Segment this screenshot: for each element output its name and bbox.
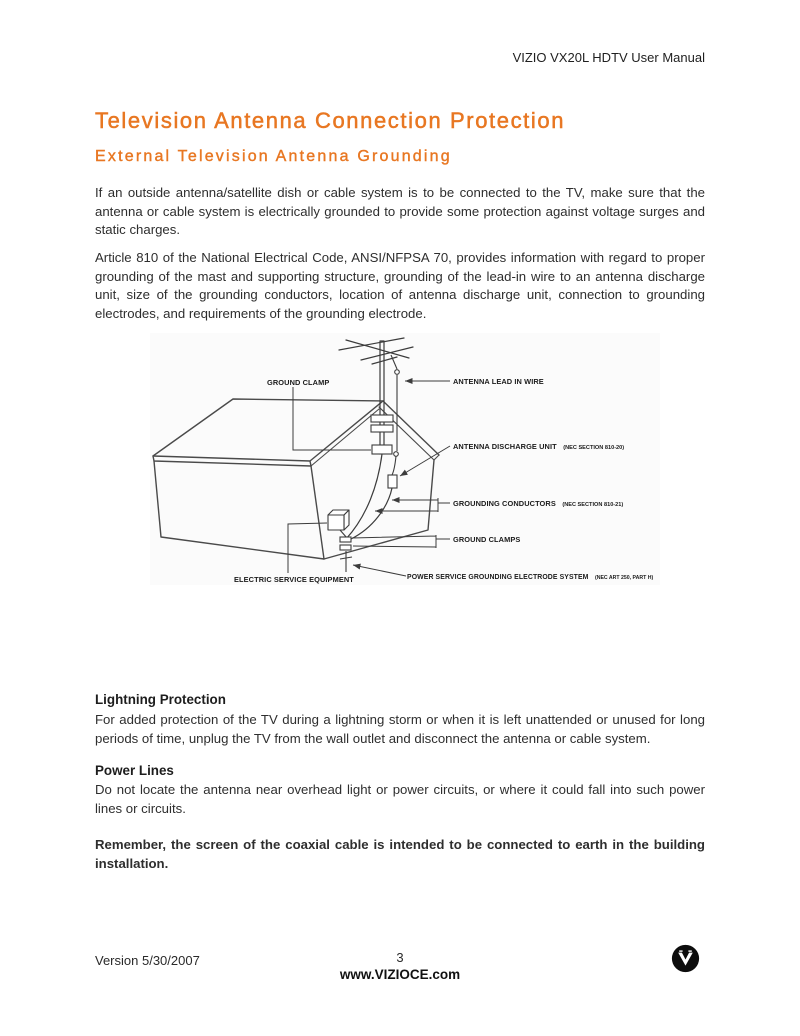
paragraph-remember-coaxial: Remember, the screen of the coaxial cable is intended to be connected to earth in the building installation.	[95, 837, 705, 871]
footer-version: Version 5/30/2007	[95, 953, 200, 968]
section-subtitle: External Television Antenna Grounding	[95, 148, 452, 165]
mast-standoffs-and-clamp	[371, 415, 393, 454]
label-electric-service-equipment: ELECTRIC SERVICE EQUIPMENT	[234, 575, 354, 584]
antenna-mast-icon	[339, 338, 413, 454]
heading-lightning-protection: Lightning Protection	[95, 692, 226, 707]
antenna-grounding-diagram	[150, 333, 660, 585]
label-antenna-discharge-unit: ANTENNA DISCHARGE UNIT (NEC SECTION 810-20)	[453, 442, 625, 451]
grounding-diagram-svg	[150, 333, 660, 585]
footer-page-number: 3	[396, 950, 404, 965]
footer-website: www.VIZIOCE.com	[339, 967, 461, 982]
page-header-title: VIZIO VX20L HDTV User Manual	[512, 50, 705, 65]
paragraph-antenna-grounding-intro: If an outside antenna/satellite dish or cable system is to be connected to the TV, make sure that the antenna or cable system is electrically grounded to provide some protection against voltage surges and static charges.	[95, 185, 705, 237]
electric-service-equipment-icon	[328, 510, 349, 538]
paragraph-power-lines: Do not locate the antenna near overhead light or power circuits, or where it could fall into such power lines or circuits.	[95, 782, 705, 816]
paragraph-article-810: Article 810 of the National Electrical Code, ANSI/NFPSA 70, provides information with regard to proper grounding of the mast and supporting structure, grounding of the lead-in wire to an antenna discharge unit, size of the grounding conductors, location of antenna discharge unit, connection to grounding electrodes, and requirements of the grounding electrode.	[95, 250, 705, 321]
paragraph-lightning-protection: For added protection of the TV during a lightning storm or when it is left unattended or unused for long periods of time, unplug the TV from the wall outlet and disconnect the antenna or cable system.	[95, 712, 705, 746]
vizio-logo-icon	[671, 944, 700, 973]
heading-power-lines: Power Lines	[95, 763, 174, 778]
grounding-conductors-lines	[346, 454, 397, 539]
label-antenna-lead-in-wire: ANTENNA LEAD IN WIRE	[453, 377, 544, 386]
page-title: Television Antenna Connection Protection	[95, 108, 566, 133]
label-grounding-conductors: GROUNDING CONDUCTORS (NEC SECTION 810-21)	[453, 499, 624, 508]
label-ground-clamps: GROUND CLAMPS	[453, 535, 521, 544]
label-power-service-grounding: POWER SERVICE GROUNDING ELECTRODE SYSTEM (NEC ART 250, PART H)	[407, 574, 654, 581]
label-ground-clamp: GROUND CLAMP	[267, 378, 330, 387]
